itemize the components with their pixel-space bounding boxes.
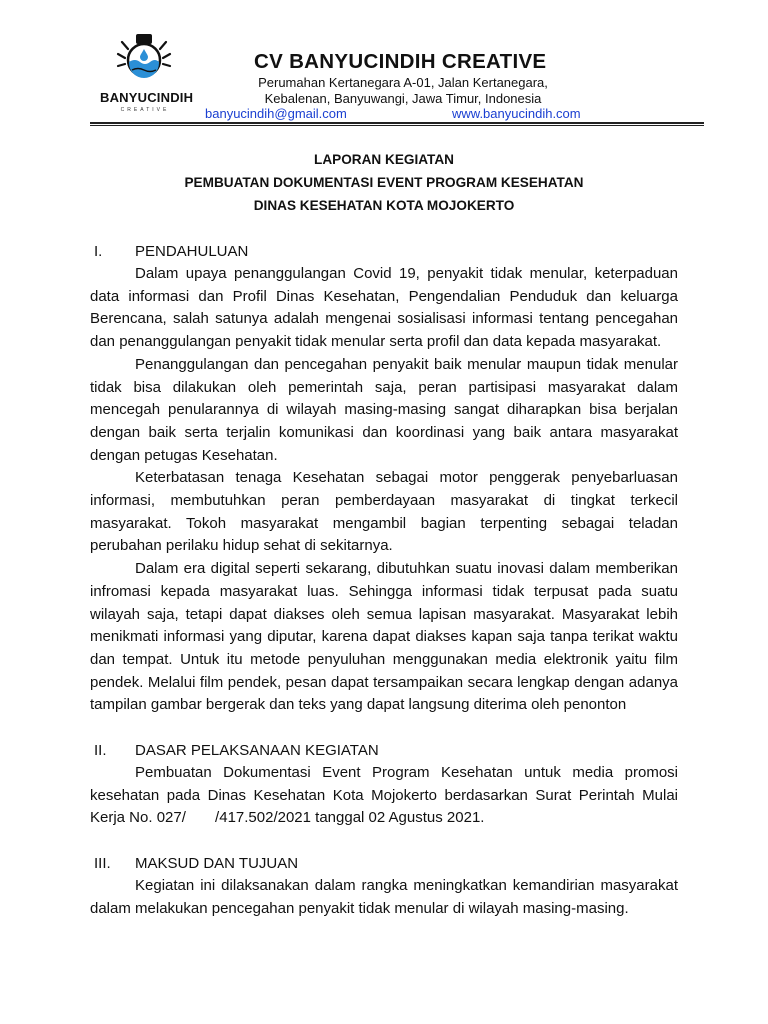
lamp-logo-icon [110, 30, 178, 90]
section-pendahuluan [90, 240, 678, 717]
letterhead-divider [90, 122, 704, 124]
section-number: I. [94, 243, 103, 260]
spacer [90, 717, 678, 739]
letterhead [0, 0, 768, 128]
paragraph: Pembuatan Dokumentasi Event Program Kesehatan untuk media promosi kesehatan pada Dinas Kesehatan Kota Mojokerto berdasarkan Surat Perintah Mulai Kerja No. 027/ /417.502/2021 tanggal 02 Agustus 2021. [90, 764, 678, 827]
section-title: MAKSUD DAN TUJUAN [135, 855, 299, 873]
email-link[interactable]: banyucindih@gmail.com [205, 106, 347, 121]
paragraph: Penanggulangan dan pencegahan penyakit baik menular maupun tidak menular tidak bisa dilakukan oleh pemerintah saja, peran partisipasi masyarakat dalam mencegah penularannya di wilayah masing-masing sangat diharapkan bisa berjalan dengan baik serta terjalin komunikasi dan koordinasi yang baik antara masyarakat dengan petugas Kesehatan. [90, 355, 678, 464]
section-title: PENDAHULUAN [135, 243, 249, 260]
document-title-line-1: LAPORAN KEGIATAN [314, 152, 454, 167]
logo-subtext: CREATIVE [120, 107, 170, 113]
document-title-line-2: PEMBUATAN DOKUMENTASI EVENT PROGRAM KESEHATAN [184, 175, 584, 190]
website-link[interactable]: www.banyucindih.com [452, 106, 581, 121]
section-heading [90, 739, 678, 762]
letterhead-divider-thin [90, 125, 704, 126]
section-dasar-pelaksanaan [90, 739, 678, 830]
section-number: III. [94, 855, 111, 873]
section-heading [90, 852, 678, 875]
document-body [90, 240, 678, 921]
company-logo [98, 30, 194, 118]
document-title-line-3: DINAS KESEHATAN KOTA MOJOKERTO [253, 198, 515, 213]
section-heading [90, 240, 678, 263]
spacer [90, 830, 678, 852]
logo-text: BANYUCINDIH [100, 90, 194, 105]
paragraph: Kegiatan ini dilaksanakan dalam rangka meningkatkan kemandirian masyarakat dalam melakukan pencegahan penyakit tidak menular di wilayah masing-masing. [90, 877, 678, 917]
company-name: CV BANYUCINDIH CREATIVE [254, 50, 547, 73]
section-title: DASAR PELAKSANAAN KEGIATAN [135, 742, 379, 760]
paragraph: Keterbatasan tenaga Kesehatan sebagai motor penggerak penyebarluasan informasi, membutuhkan peran pemberdayaan masyarakat di tingkat terkecil masyarakat. Tokoh masyarakat mengambil bagian terpenting sebagai teladan perubahan perilaku hidup sehat di sekitarnya. [90, 469, 678, 555]
address-line-2: Kebalenan, Banyuwangi, Jawa Timur, Indonesia [264, 91, 542, 106]
paragraph: Dalam era digital seperti sekarang, dibutuhkan suatu inovasi dalam memberikan infromasi kepada masyarakat luas. Sehingga informasi tidak terpusat pada suatu wilayah saja, tetapi dapat diakses oleh semua lapisan masyarakat. Masyarakat lebih menikmati informasi yang diputar, karena dapat diakses kapan saja tanpa terikat waktu dan tempat. Untuk itu metode penyuluhan menggunakan media elektronik yaitu film pendek. Melalui film pendek, pesan dapat tersampaikan secara lengkap dengan adanya tampilan gambar bergerak dan teks yang dapat langsung diterima oleh penonton [90, 560, 678, 714]
address-line-1: Perumahan Kertanegara A-01, Jalan Kertanegara, [258, 75, 548, 90]
section-number: II. [94, 742, 107, 760]
paragraph: Dalam upaya penanggulangan Covid 19, penyakit tidak menular, keterpaduan data informasi dan Profil Dinas Kesehatan, Pengendalian Penduduk dan keluarga Berencana, salah satunya adalah mengenai sosialisasi informasi tentang pencegahan dan penanggulangan penyakit tidak menular serta profil dan data kepada masyarakat. [90, 265, 678, 351]
section-maksud-tujuan [90, 852, 678, 920]
